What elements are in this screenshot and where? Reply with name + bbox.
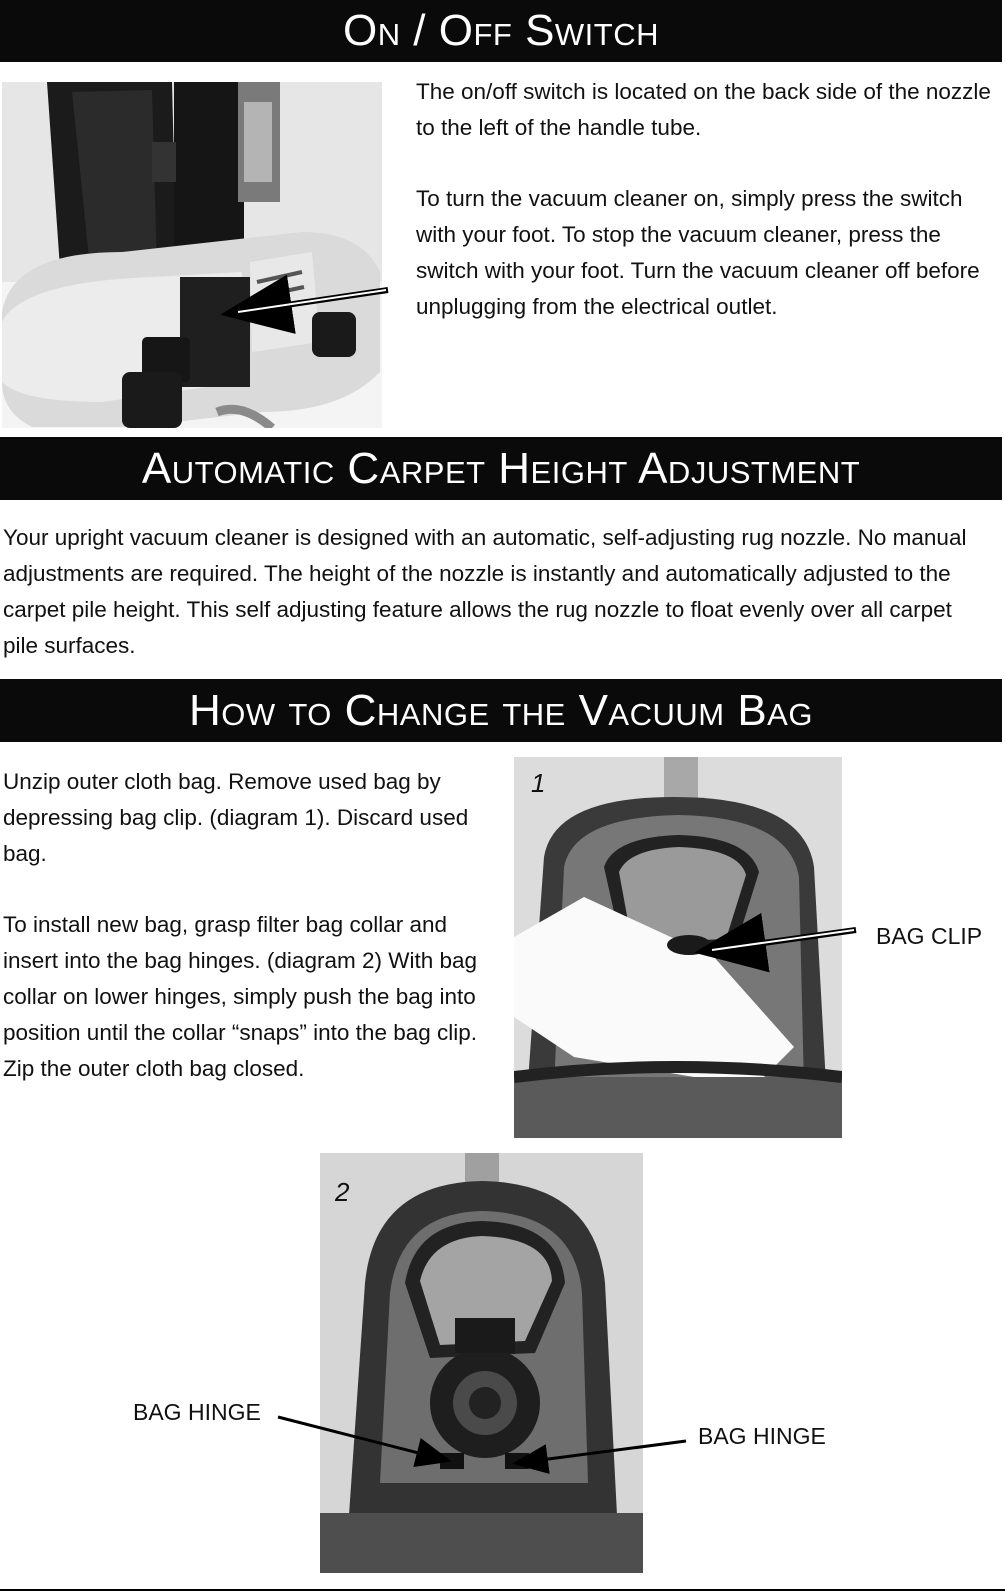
change-bag-header [0,679,1002,742]
carpet-height-title: Automatic Carpet Height Adjustment [141,444,861,493]
on-off-switch-title: On / Off Switch [342,6,660,55]
carpet-height-paragraph: Your upright vacuum cleaner is designed with an automatic, self-adjusting rug nozzle. No manual adjustments are required. The height of the nozzle is instantly and automatically adjusted to the carpet pile height. This self adjusting feature allows the rug nozzle to float evenly over all carpet pile surfaces. [3,525,967,658]
on-off-paragraph-2: To turn the vacuum cleaner on, simply press the switch with your foot. To stop the vacuum cleaner, press the switch with your foot. Turn the vacuum cleaner off before unplugging from the electrical outlet. [416,186,980,319]
vacuum-nozzle-photo [2,82,382,428]
bag-hinge-label-left: BAG HINGE [133,1399,261,1425]
carpet-height-header [0,437,1002,500]
diagram-2-number: 2 [335,1177,350,1207]
change-bag-title: How to Change the Vacuum Bag [189,686,813,735]
bag-hinge-label-right: BAG HINGE [698,1423,826,1449]
bottom-rule [0,1589,1005,1591]
on-off-switch-header [0,0,1002,62]
on-off-paragraph-1: The on/off switch is located on the back side of the nozzle to the left of the handle tube. [416,79,991,140]
bag-clip-label: BAG CLIP [876,923,983,949]
diagram-1-photo [514,757,842,1138]
change-bag-paragraph-1: Unzip outer cloth bag. Remove used bag by depressing bag clip. (diagram 1). Discard used bag. [3,769,469,866]
change-bag-paragraph-2: To install new bag, grasp filter bag collar and insert into the bag hinges. (diagram 2) With bag collar on lower hinges, simply push the bag into position until the collar “snaps” into the bag clip. Zip the outer cloth bag closed. [3,912,478,1081]
diagram-1-number: 1 [531,768,546,798]
diagram-2-photo [320,1153,643,1573]
